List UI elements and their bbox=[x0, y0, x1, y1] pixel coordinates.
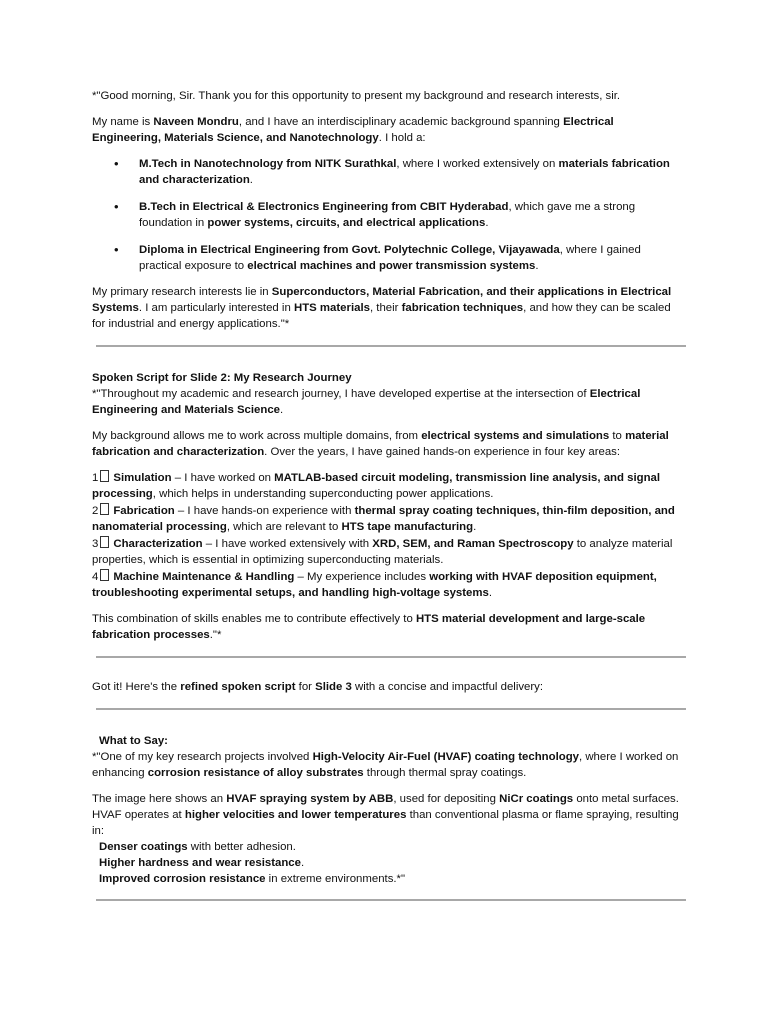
opening-line: *"Good morning, Sir. Thank you for this opportunity to present my background and research interests, sir. bbox=[92, 90, 621, 102]
slide3-heading: What to Say: bbox=[99, 735, 168, 747]
divider bbox=[96, 899, 686, 901]
key-area-machine-handling: 4 Machine Maintenance & Handling – My experience includes working with HVAF deposition equipment, troubleshooting experimental setups, and handling high-voltage systems. bbox=[92, 571, 657, 599]
slide2-intro-paragraph: *"Throughout my academic and research journey, I have developed expertise at the intersection of Electrical Engineering and Materials Science. bbox=[92, 388, 641, 416]
degree-item-diploma: • Diploma in Electrical Engineering from Govt. Polytechnic College, Vijayawada, where I gained practical exposure to electrical machines and power transmission systems. bbox=[92, 242, 684, 274]
divider bbox=[96, 708, 686, 710]
slide3-image-paragraph: The image here shows an HVAF spraying system by ABB, used for depositing NiCr coatings onto metal surfaces. HVAF operates at higher velocities and lower temperatures than conventional plasma or flame spraying, resulting in: bbox=[92, 793, 679, 837]
result-item: Higher hardness and wear resistance. bbox=[99, 857, 305, 869]
key-area-simulation: 1 Simulation – I have worked on MATLAB-based circuit modeling, transmission line analysis, and signal processing, which helps in understanding superconducting power applications. bbox=[92, 472, 661, 500]
missing-glyph-icon bbox=[100, 536, 109, 548]
slide3-project-paragraph: *"One of my key research projects involved High-Velocity Air-Fuel (HVAF) coating technology, where I worked on enhancing corrosion resistance of alloy substrates through thermal spray coatings. bbox=[92, 751, 679, 779]
research-interest-paragraph: My primary research interests lie in Superconductors, Material Fabrication, and their applications in Electrical Systems. I am particularly interested in HTS materials, their fabrication techniques, and how they can be scaled for industrial and energy applications."* bbox=[92, 286, 672, 330]
missing-glyph-icon bbox=[100, 470, 109, 482]
divider bbox=[96, 656, 686, 658]
name-paragraph: My name is Naveen Mondru, and I have an interdisciplinary academic background spanning Electrical Engineering, Materials Science, and Nanotechnology. I hold a: bbox=[92, 116, 614, 144]
degree-item-mtech: • M.Tech in Nanotechnology from NITK Surathkal, where I worked extensively on materials fabrication and characterization. bbox=[92, 156, 684, 188]
slide3-intro-line: Got it! Here's the refined spoken script for Slide 3 with a concise and impactful delivery: bbox=[92, 681, 544, 693]
missing-glyph-icon bbox=[100, 569, 109, 581]
key-area-fabrication: 2 Fabrication – I have hands-on experience with thermal spray coating techniques, thin-film deposition, and nanomaterial processing, which are relevant to HTS tape manufacturing. bbox=[92, 505, 675, 533]
divider bbox=[96, 345, 686, 347]
slide2-heading: Spoken Script for Slide 2: My Research Journey bbox=[92, 372, 352, 384]
key-areas-list bbox=[92, 470, 684, 601]
document-page bbox=[92, 88, 684, 901]
missing-glyph-icon bbox=[100, 503, 109, 515]
results-list bbox=[92, 839, 684, 887]
result-item: Improved corrosion resistance in extreme environments.*" bbox=[99, 873, 406, 885]
result-item: Denser coatings with better adhesion. bbox=[99, 841, 296, 853]
degree-list bbox=[92, 156, 684, 274]
slide2-closing-paragraph: This combination of skills enables me to contribute effectively to HTS material development and large-scale fabrication processes."* bbox=[92, 613, 646, 641]
slide2-background-paragraph: My background allows me to work across multiple domains, from electrical systems and simulations to material fabrication and characterization. Over the years, I have gained hands-on experience in four key areas: bbox=[92, 430, 669, 458]
key-area-characterization: 3 Characterization – I have worked extensively with XRD, SEM, and Raman Spectroscopy to analyze material properties, which is essential in optimizing superconducting materials. bbox=[92, 538, 673, 566]
degree-item-btech: • B.Tech in Electrical & Electronics Engineering from CBIT Hyderabad, which gave me a strong foundation in power systems, circuits, and electrical applications. bbox=[92, 199, 684, 231]
